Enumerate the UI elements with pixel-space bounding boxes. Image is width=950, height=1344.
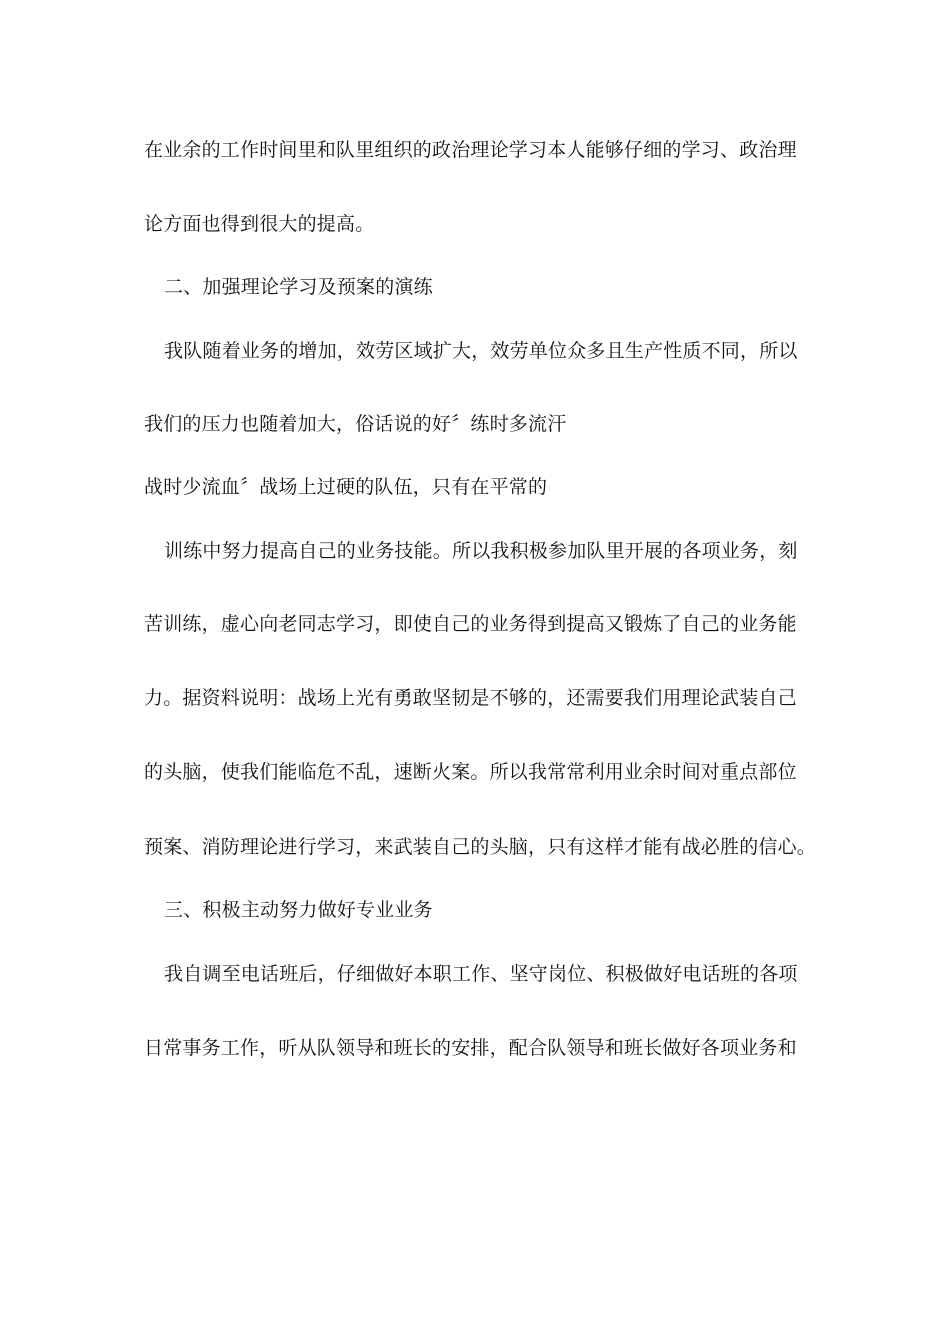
- section-heading: 三、积极主动努力做好专业业务: [164, 899, 433, 921]
- body-line: 力。据资料说明：战场上光有勇敢坚韧是不够的，还需要我们用理论武装自己: [144, 687, 797, 709]
- body-line: 在业余的工作时间里和队里组织的政治理论学习本人能够仔细的学习、政治理: [144, 139, 797, 161]
- body-line: 预案、消防理论进行学习，来武装自己的头脑，只有这样才能有战必胜的信心。: [144, 836, 817, 858]
- body-line: 我自调至电话班后，仔细做好本职工作、坚守岗位、积极做好电话班的各项: [164, 963, 798, 985]
- body-line: 日常事务工作，听从队领导和班长的安排，配合队领导和班长做好各项业务和: [144, 1037, 797, 1059]
- body-line: 战时少流血〞战场上过硬的队伍，只有在平常的: [144, 476, 548, 498]
- body-line: 苦训练，虚心向老同志学习，即使自己的业务得到提高又锻炼了自己的业务能: [144, 613, 797, 635]
- section-heading: 二、加强理论学习及预案的演练: [164, 276, 433, 298]
- body-line: 论方面也得到很大的提高。: [144, 213, 375, 235]
- body-line: 的头脑，使我们能临危不乱，速断火案。所以我常常利用业余时间对重点部位: [144, 761, 797, 783]
- body-line: 我们的压力也随着加大，俗话说的好〞练时多流汗: [144, 413, 567, 435]
- body-line: 训练中努力提高自己的业务技能。所以我积极参加队里开展的各项业务，刻: [164, 540, 798, 562]
- body-line: 我队随着业务的增加，效劳区域扩大，效劳单位众多且生产性质不同，所以: [164, 340, 798, 362]
